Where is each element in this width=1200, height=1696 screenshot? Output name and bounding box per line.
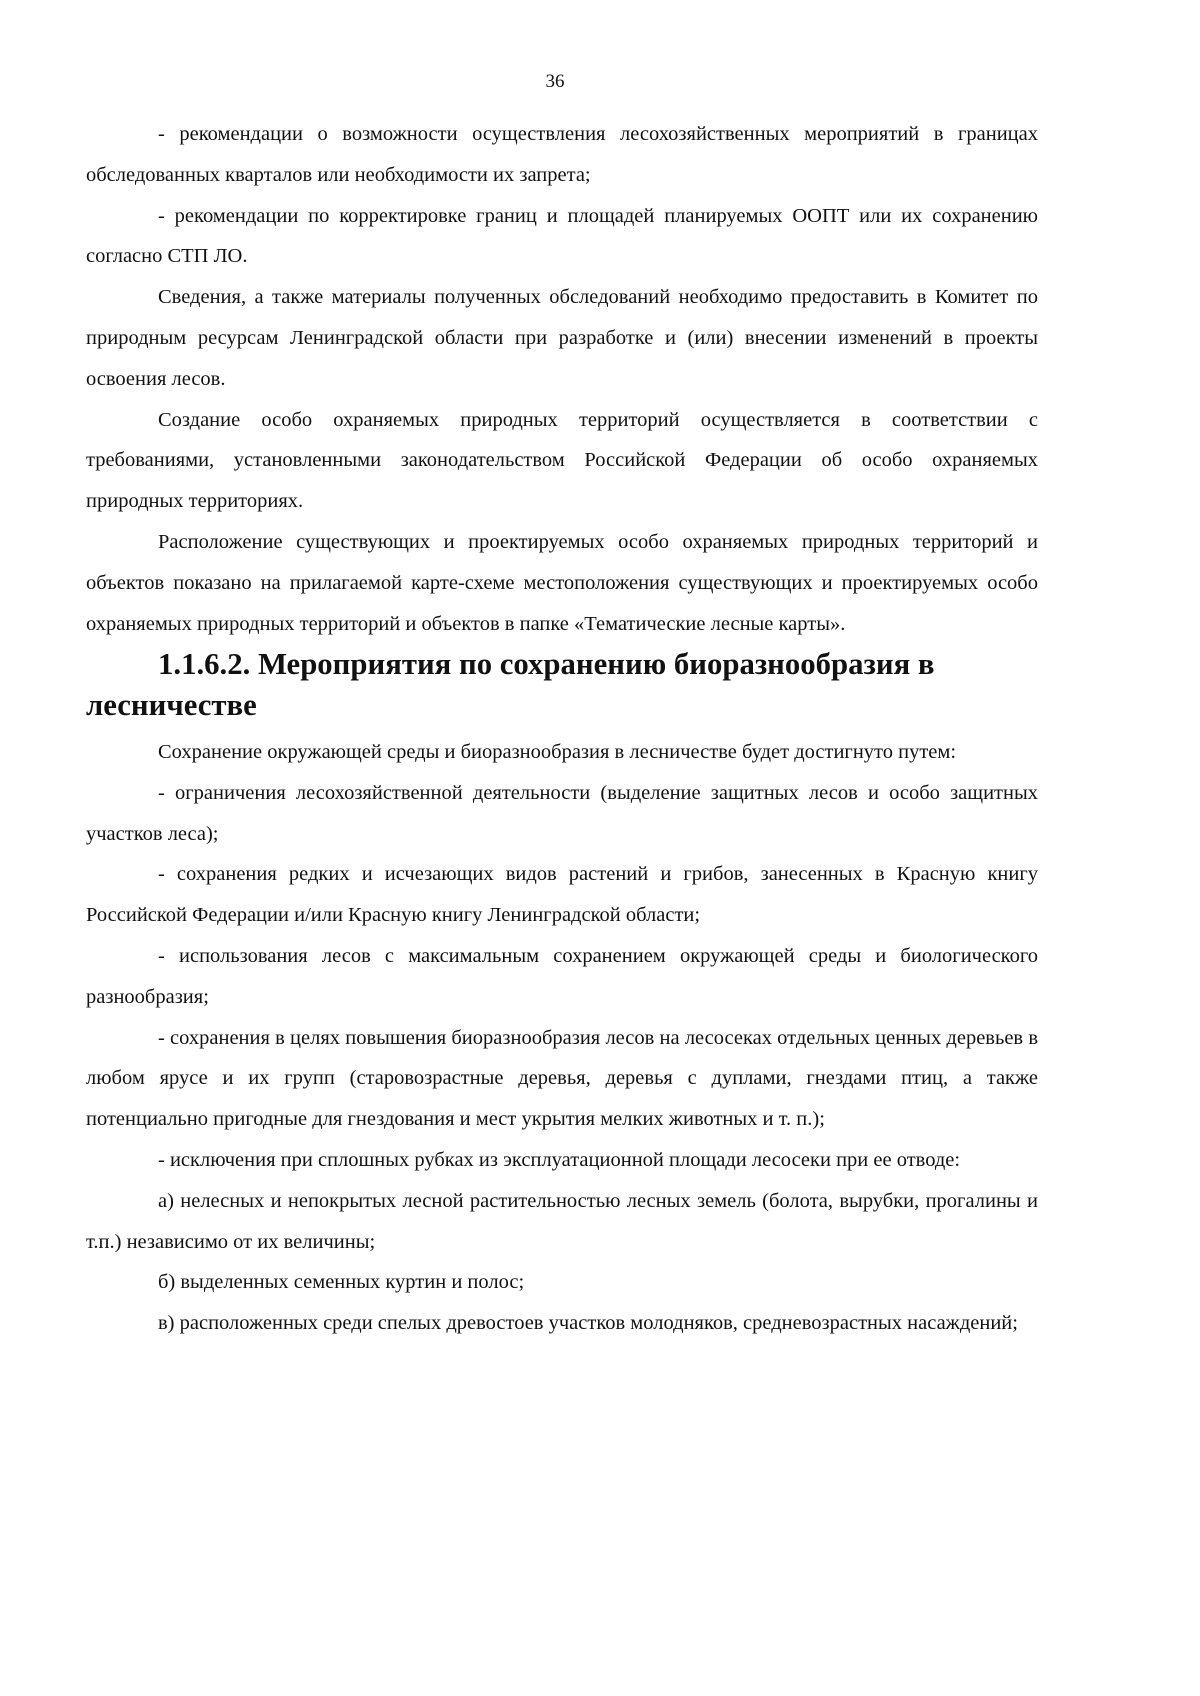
sub-item-b: б) выделенных семенных куртин и полос; xyxy=(158,1271,525,1294)
paragraph-recommendation-boundaries: - рекомендации по корректировке границ и площадей планируемых ООПТ или их сохранению согласно СТП ЛО. xyxy=(86,204,1038,268)
list-item-exclusion: - исключения при сплошных рубках из эксплуатационной площади лесосеки при ее отводе: xyxy=(158,1148,961,1171)
section-heading: 1.1.6.2. Мероприятия по сохранению биоразнообразия в лесничестве xyxy=(86,647,935,723)
document-body xyxy=(86,114,1038,1344)
list-item-forest-use: - использования лесов с максимальным сохранением окружающей среды и биологического разнообразия; xyxy=(86,944,1038,1008)
list-item-rare-species: - сохранения редких и исчезающих видов растений и грибов, занесенных в Красную книгу Российской Федерации и/или Красную книгу Ленинградской области; xyxy=(86,863,1038,927)
paragraph-biodiversity-intro: Сохранение окружающей среды и биоразнообразия в лесничестве будет достигнуто путем: xyxy=(158,740,957,763)
paragraph-recommendation-forestry: - рекомендации о возможности осуществления лесохозяйственных мероприятий в границах обследованных кварталов или необходимости их запрета; xyxy=(86,123,1038,186)
paragraph-survey-materials: Сведения, а также материалы полученных обследований необходимо предоставить в Комитет по природным ресурсам Ленинградской области при разработке и (или) внесении изменений в проекты освоения лесов. xyxy=(86,286,1038,390)
page-number: 36 xyxy=(545,71,565,92)
list-item-restriction: - ограничения лесохозяйственной деятельности (выделение защитных лесов и особо защитных участков леса); xyxy=(86,781,1038,845)
sub-item-a: а) нелесных и непокрытых лесной растительностью лесных земель (болота, вырубки, прогалины и т.п.) независимо от их величины; xyxy=(86,1189,1038,1253)
sub-item-c: в) расположенных среди спелых древостоев участков молодняков, средневозрастных насаждений; xyxy=(158,1312,1018,1335)
paragraph-protected-areas-creation: Создание особо охраняемых природных территорий осуществляется в соответствии с требованиями, установленными законодательством Российской Федерации об особо охраняемых природных территориях. xyxy=(86,408,1038,513)
paragraph-protected-areas-map: Расположение существующих и проектируемых особо охраняемых природных территорий и объектов показано на прилагаемой карте-схеме местоположения существующих и проектируемых особо охраняемых природных территорий и объектов в папке «Тематические лесные карты». xyxy=(86,530,1038,635)
list-item-valuable-trees: - сохранения в целях повышения биоразнообразия лесов на лесосеках отдельных ценных деревьев в любом ярусе и их групп (старовозрастные деревья, деревья с дуплами, гнездами птиц, а также потенциально пригодные для гнездования и мест укрытия мелких животных и т. п.); xyxy=(86,1026,1038,1131)
